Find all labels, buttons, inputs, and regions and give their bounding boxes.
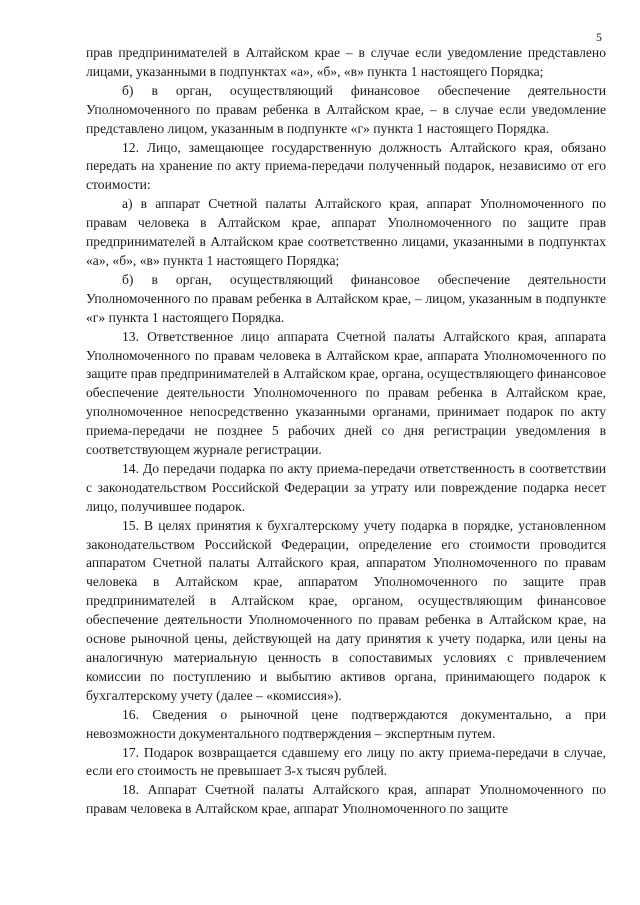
paragraph-15: 15. В целях принятия к бухгалтерскому учету подарка в порядке, установленном законодательством Российской Федерации, определение его стоимости проводится аппаратом Счетной палаты Алтайского края, аппаратом Уполномоченного по правам человека в Алтайском крае, аппаратом Уполномоченного по защите прав предпринимателей в Алтайском крае, органом, осуществляющим финансовое обеспечение деятельности Уполномоченного по правам ребенка в Алтайском крае, на основе рыночной цены, действующей на дату принятия к учету подарка, или цены на аналогичную материальную ценность в сопоставимых условиях с привлечением комиссии по поступлению и выбытию активов органа, принимающего подарок к бухгалтерскому учету (далее – «комиссия»). (86, 517, 606, 703)
paragraph-continuation: прав предпринимателей в Алтайском крае – в случае если уведомление представлено лицами, указанными в подпунктах «а», «б», «в» пункта 1 настоящего Порядка; (86, 45, 606, 79)
paragraph-12-a: а) в аппарат Счетной палаты Алтайского края, аппарат Уполномоченного по правам человека в Алтайском крае, аппарат Уполномоченного по защите прав предпринимателей в Алтайском крае соответственно лицами, указанными в подпунктах «а», «б», «в» пункта 1 настоящего Порядка; (86, 196, 606, 268)
paragraph-11-b: б) в орган, осуществляющий финансовое обеспечение деятельности Уполномоченного по правам ребенка в Алтайском крае, – в случае если уведомление представлено лицом, указанным в подпункте «г» пункта 1 настоящего Порядка. (86, 82, 606, 136)
paragraph-17: 17. Подарок возвращается сдавшему его лицу по акту приема-передачи в случае, если его стоимость не превышает 3-х тысяч рублей. (86, 744, 606, 779)
page-number: 5 (596, 30, 602, 44)
paragraph-14: 14. До передачи подарка по акту приема-передачи ответственность в соответствии с законодательством Российской Федерации за утрату или повреждение подарка несет лицо, получившее подарок. (86, 460, 606, 514)
paragraph-18: 18. Аппарат Счетной палаты Алтайского края, аппарат Уполномоченного по правам человека в Алтайском крае, аппарат Уполномоченного по защите (86, 782, 606, 817)
paragraph-12-b: б) в орган, осуществляющий финансовое обеспечение деятельности Уполномоченного по правам ребенка в Алтайском крае, – лицом, указанным в подпункте «г» пункта 1 настоящего Порядка. (86, 271, 606, 325)
paragraph-13: 13. Ответственное лицо аппарата Счетной палаты Алтайского края, аппарата Уполномоченного по правам человека в Алтайском крае, аппарата Уполномоченного по защите прав предпринимателей в Алтайском крае, органа, осуществляющего финансовое обеспечение деятельности Уполномоченного по правам ребенка в Алтайском крае, уполномоченное непосредственно указанными органами, принимает подарок по акту приема-передачи не позднее 5 рабочих дней со дня регистрации уведомления в соответствующем журнале регистрации. (86, 328, 606, 458)
document-body (86, 44, 606, 819)
paragraph-12: 12. Лицо, замещающее государственную должность Алтайского края, обязано передать на хранение по акту приема-передачи полученный подарок, независимо от его стоимости: (86, 139, 606, 193)
paragraph-16: 16. Сведения о рыночной цене подтверждаются документально, а при невозможности документального подтверждения – экспертным путем. (86, 706, 606, 741)
